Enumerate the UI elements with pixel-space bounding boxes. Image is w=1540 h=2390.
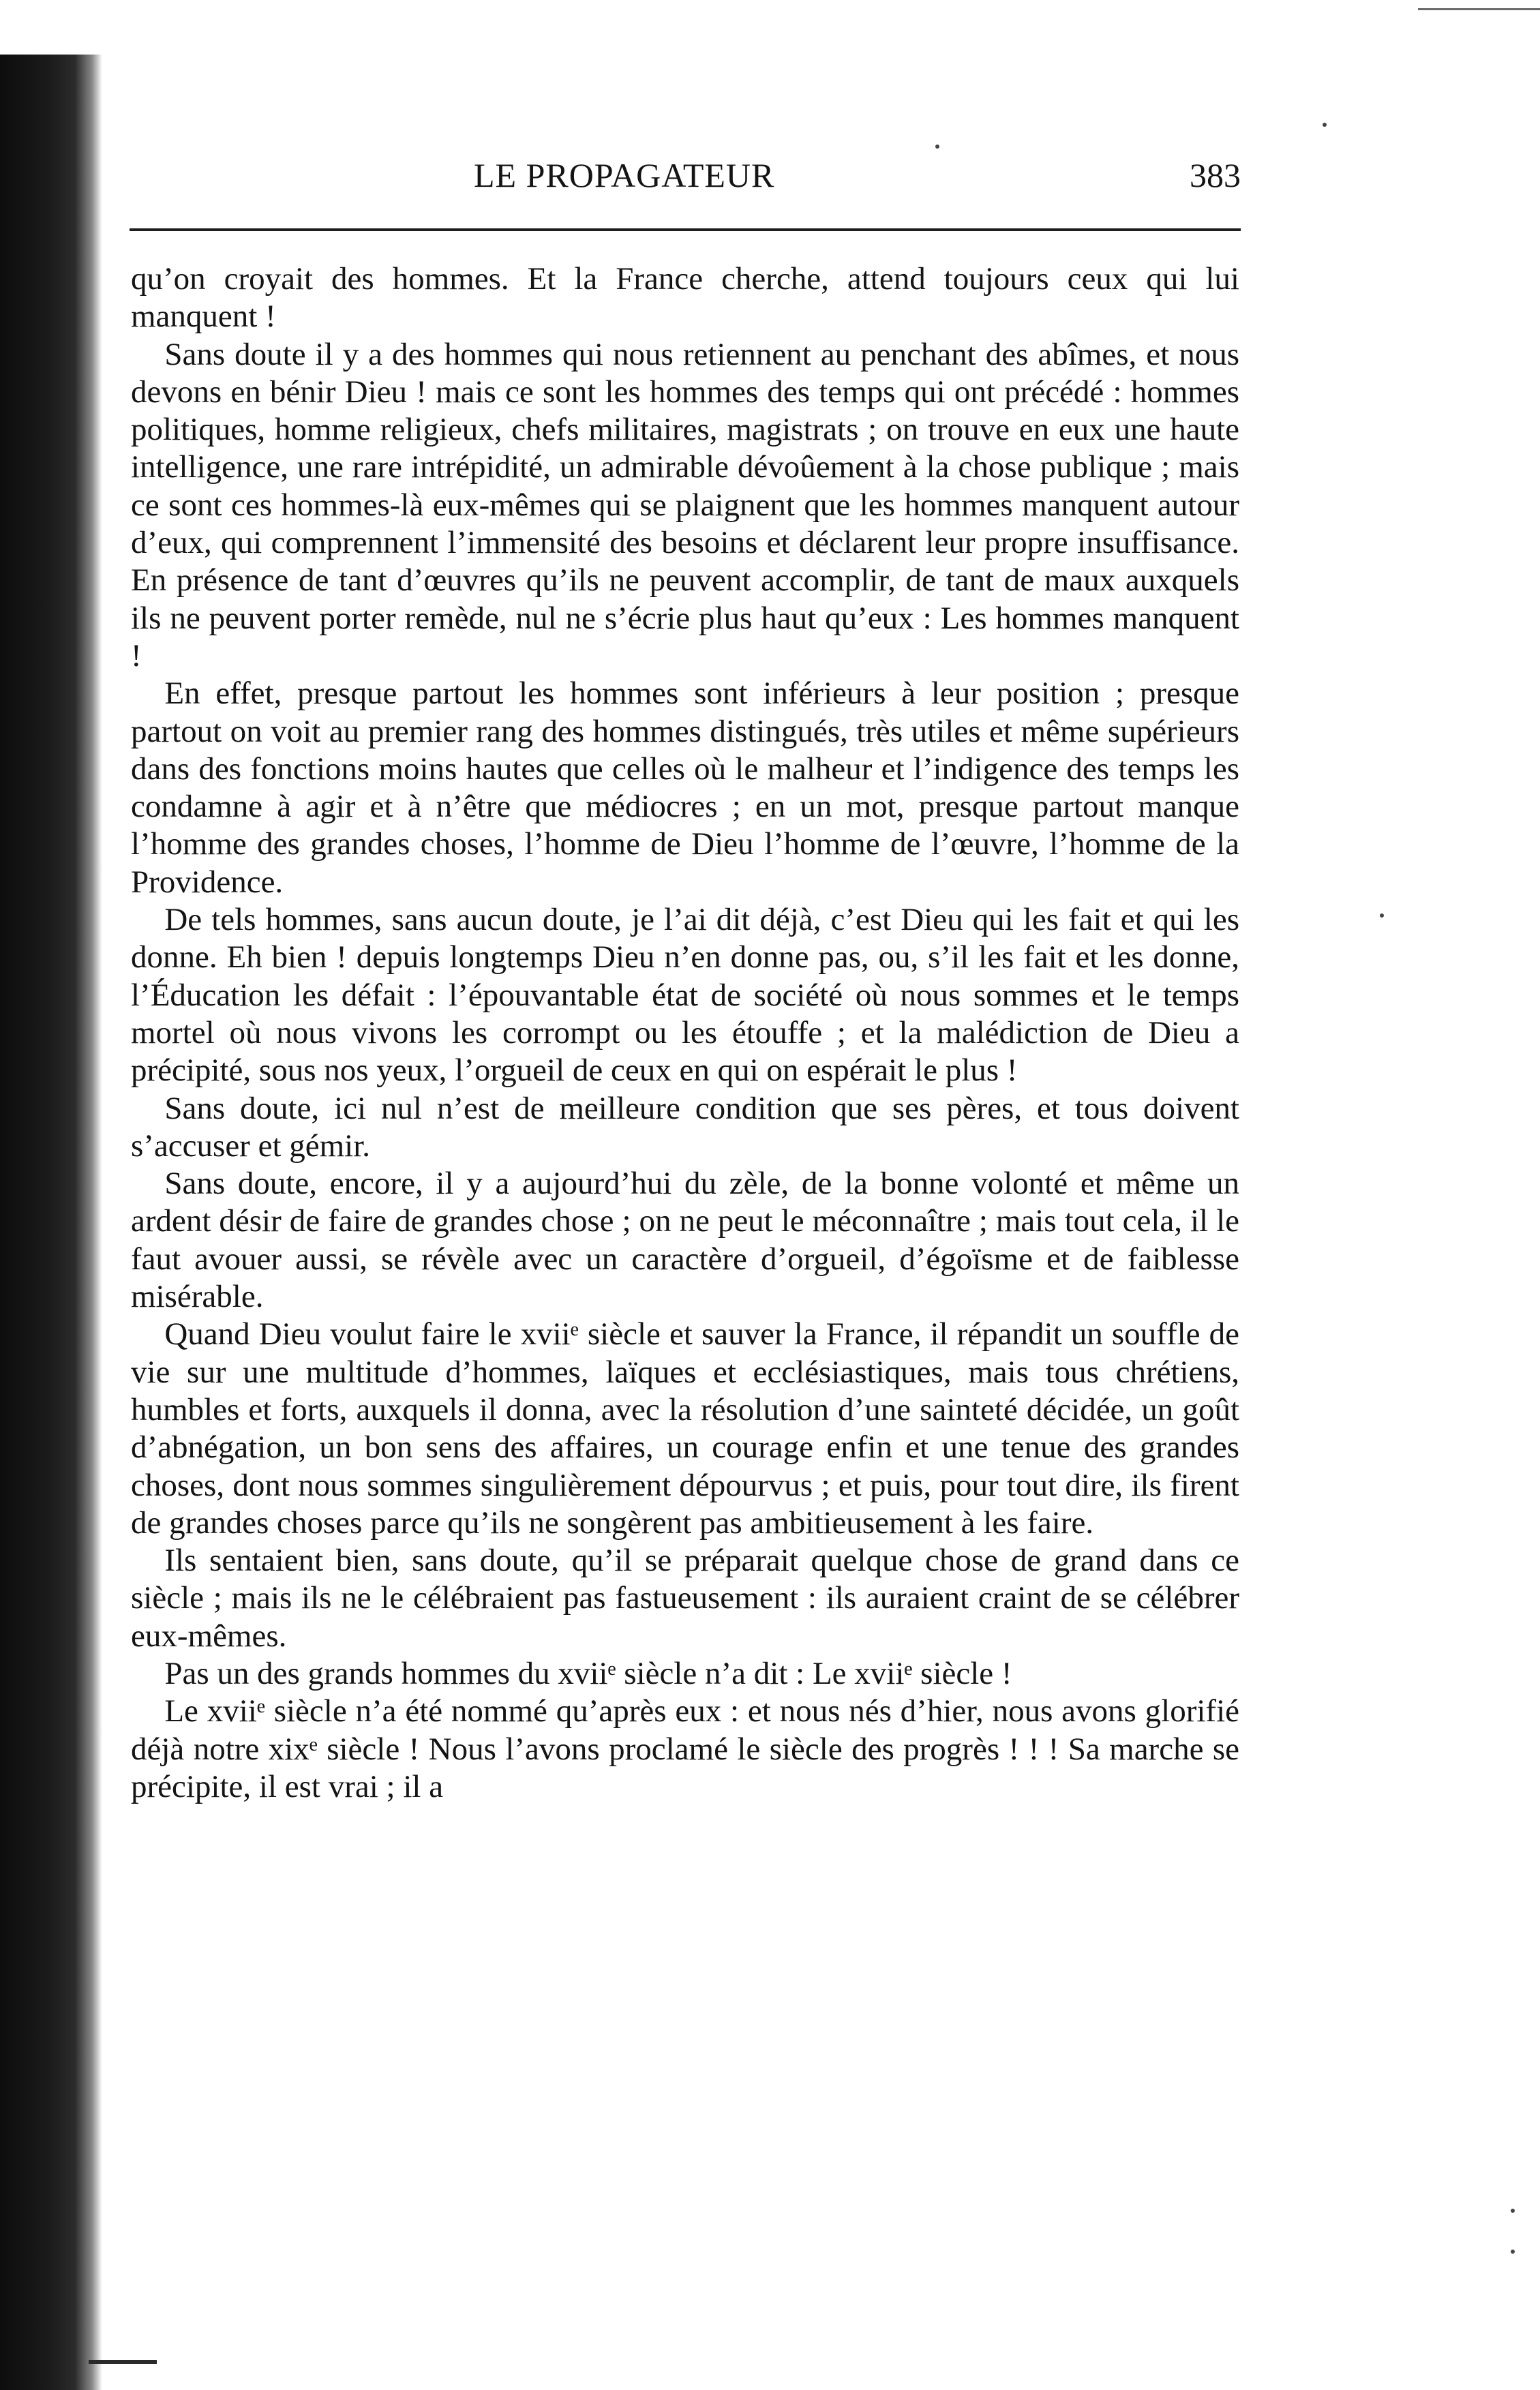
page-number: 383 xyxy=(1190,156,1241,194)
paragraph: qu’on croyait des hommes. Et la France cherche, attend toujours ceux qui lui manquent ! xyxy=(131,261,1239,335)
body-text xyxy=(131,260,1239,1806)
paragraph: Ils sentaient bien, sans doute, qu’il se préparait quelque chose de grand dans ce siècle ; mais ils ne le célébraient pas fastueusement : ils auraient craint de se célébrer eux-mêmes. xyxy=(131,1543,1239,1654)
paragraph: Le xviiᵉ siècle n’a été nommé qu’après eux : et nous nés d’hier, nous avons glorifié déjà notre xixᵉ siècle ! Nous l’avons proclamé le siècle des progrès ! ! ! Sa marche se précipite, il est vrai ; il a xyxy=(131,1693,1239,1804)
paragraph: En effet, presque partout les hommes sont inférieurs à leur position ; presque partout on voit au premier rang des hommes distingués, très utiles et même supérieurs dans des fonctions moins hautes que celles où le malheur et l’indigence des temps les condamne à agir et à n’être que médiocres ; en un mot, presque partout manque l’homme des grandes choses, l’homme de Dieu l’homme de l’œuvre, l’homme de la Providence. xyxy=(131,676,1239,900)
scan-speck xyxy=(1511,2250,1515,2254)
paragraph: Sans doute, ici nul n’est de meilleure condition que ses pères, et tous doivent s’accuser et gémir. xyxy=(131,1090,1239,1164)
paragraph: De tels hommes, sans aucun doute, je l’ai dit déjà, c’est Dieu qui les fait et qui les donne. Eh bien ! depuis longtemps Dieu n’en donne pas, ou, s’il les fait et les donne, l’Éducation les défait : l’épouvantable état de société où nous sommes et le temps mortel où nous vivons les corrompt ou les étouffe ; et la malédiction de Dieu a précipité, sous nos yeux, l’orgueil de ceux en qui on espérait le plus ! xyxy=(131,902,1239,1089)
page-edge-rule xyxy=(1418,8,1540,10)
paragraph: Sans doute il y a des hommes qui nous retiennent au penchant des abîmes, et nous devons en bénir Dieu ! mais ce sont les hommes des temps qui ont précédé : hommes politiques, homme religieux, chefs militaires, magistrats ; on trouve en eux une haute intelligence, une rare intrépidité, un admirable dévoûement à la chose publique ; mais ce sont ces hommes-là eux-mêmes qui se plaignent que les hommes manquent autour d’eux, qui comprennent l’immensité des besoins et déclarent leur propre insuffisance. En présence de tant d’œuvres qu’ils ne peuvent accomplir, de tant de maux auxquels ils ne peuvent porter remède, nul ne s’écrie plus haut qu’eux : Les hommes manquent ! xyxy=(131,336,1239,674)
scan-speck xyxy=(1380,913,1384,918)
header-rule xyxy=(130,228,1241,231)
paragraph: Pas un des grands hommes du xviiᵉ siècle n’a dit : Le xviiᵉ siècle ! xyxy=(164,1655,1012,1691)
scan-speck xyxy=(1323,123,1327,127)
binding-edge-mark xyxy=(89,2360,157,2364)
paragraph: Quand Dieu voulut faire le xviiᵉ siècle et sauver la France, il répandit un souffle de vie sur une multitude d’hommes, laïques et ecclésiastiques, mais tous chrétiens, humbles et forts, auxquels il donna, avec la résolution d’une sainteté décidée, un goût d’abnégation, un bon sens des affaires, un courage enfin et une tenue des grandes choses, dont nous sommes singulièrement dépourvus ; et puis, pour tout dire, ils firent de grandes choses parce qu’ils ne songèrent pas ambitieusement à les faire. xyxy=(131,1316,1239,1541)
running-title: LE PROPAGATEUR xyxy=(474,156,775,194)
scan-speck xyxy=(935,145,939,149)
book-binding-shadow xyxy=(0,55,102,2390)
paragraph: Sans doute, encore, il y a aujourd’hui du zèle, de la bonne volonté et même un ardent désir de faire de grandes chose ; on ne peut le méconnaître ; mais tout cela, il le faut avouer aussi, se révèle avec un caractère d’orgueil, d’égoïsme et de faiblesse misérable. xyxy=(131,1166,1239,1315)
scan-speck xyxy=(1511,2209,1515,2213)
page-header xyxy=(130,151,1241,199)
